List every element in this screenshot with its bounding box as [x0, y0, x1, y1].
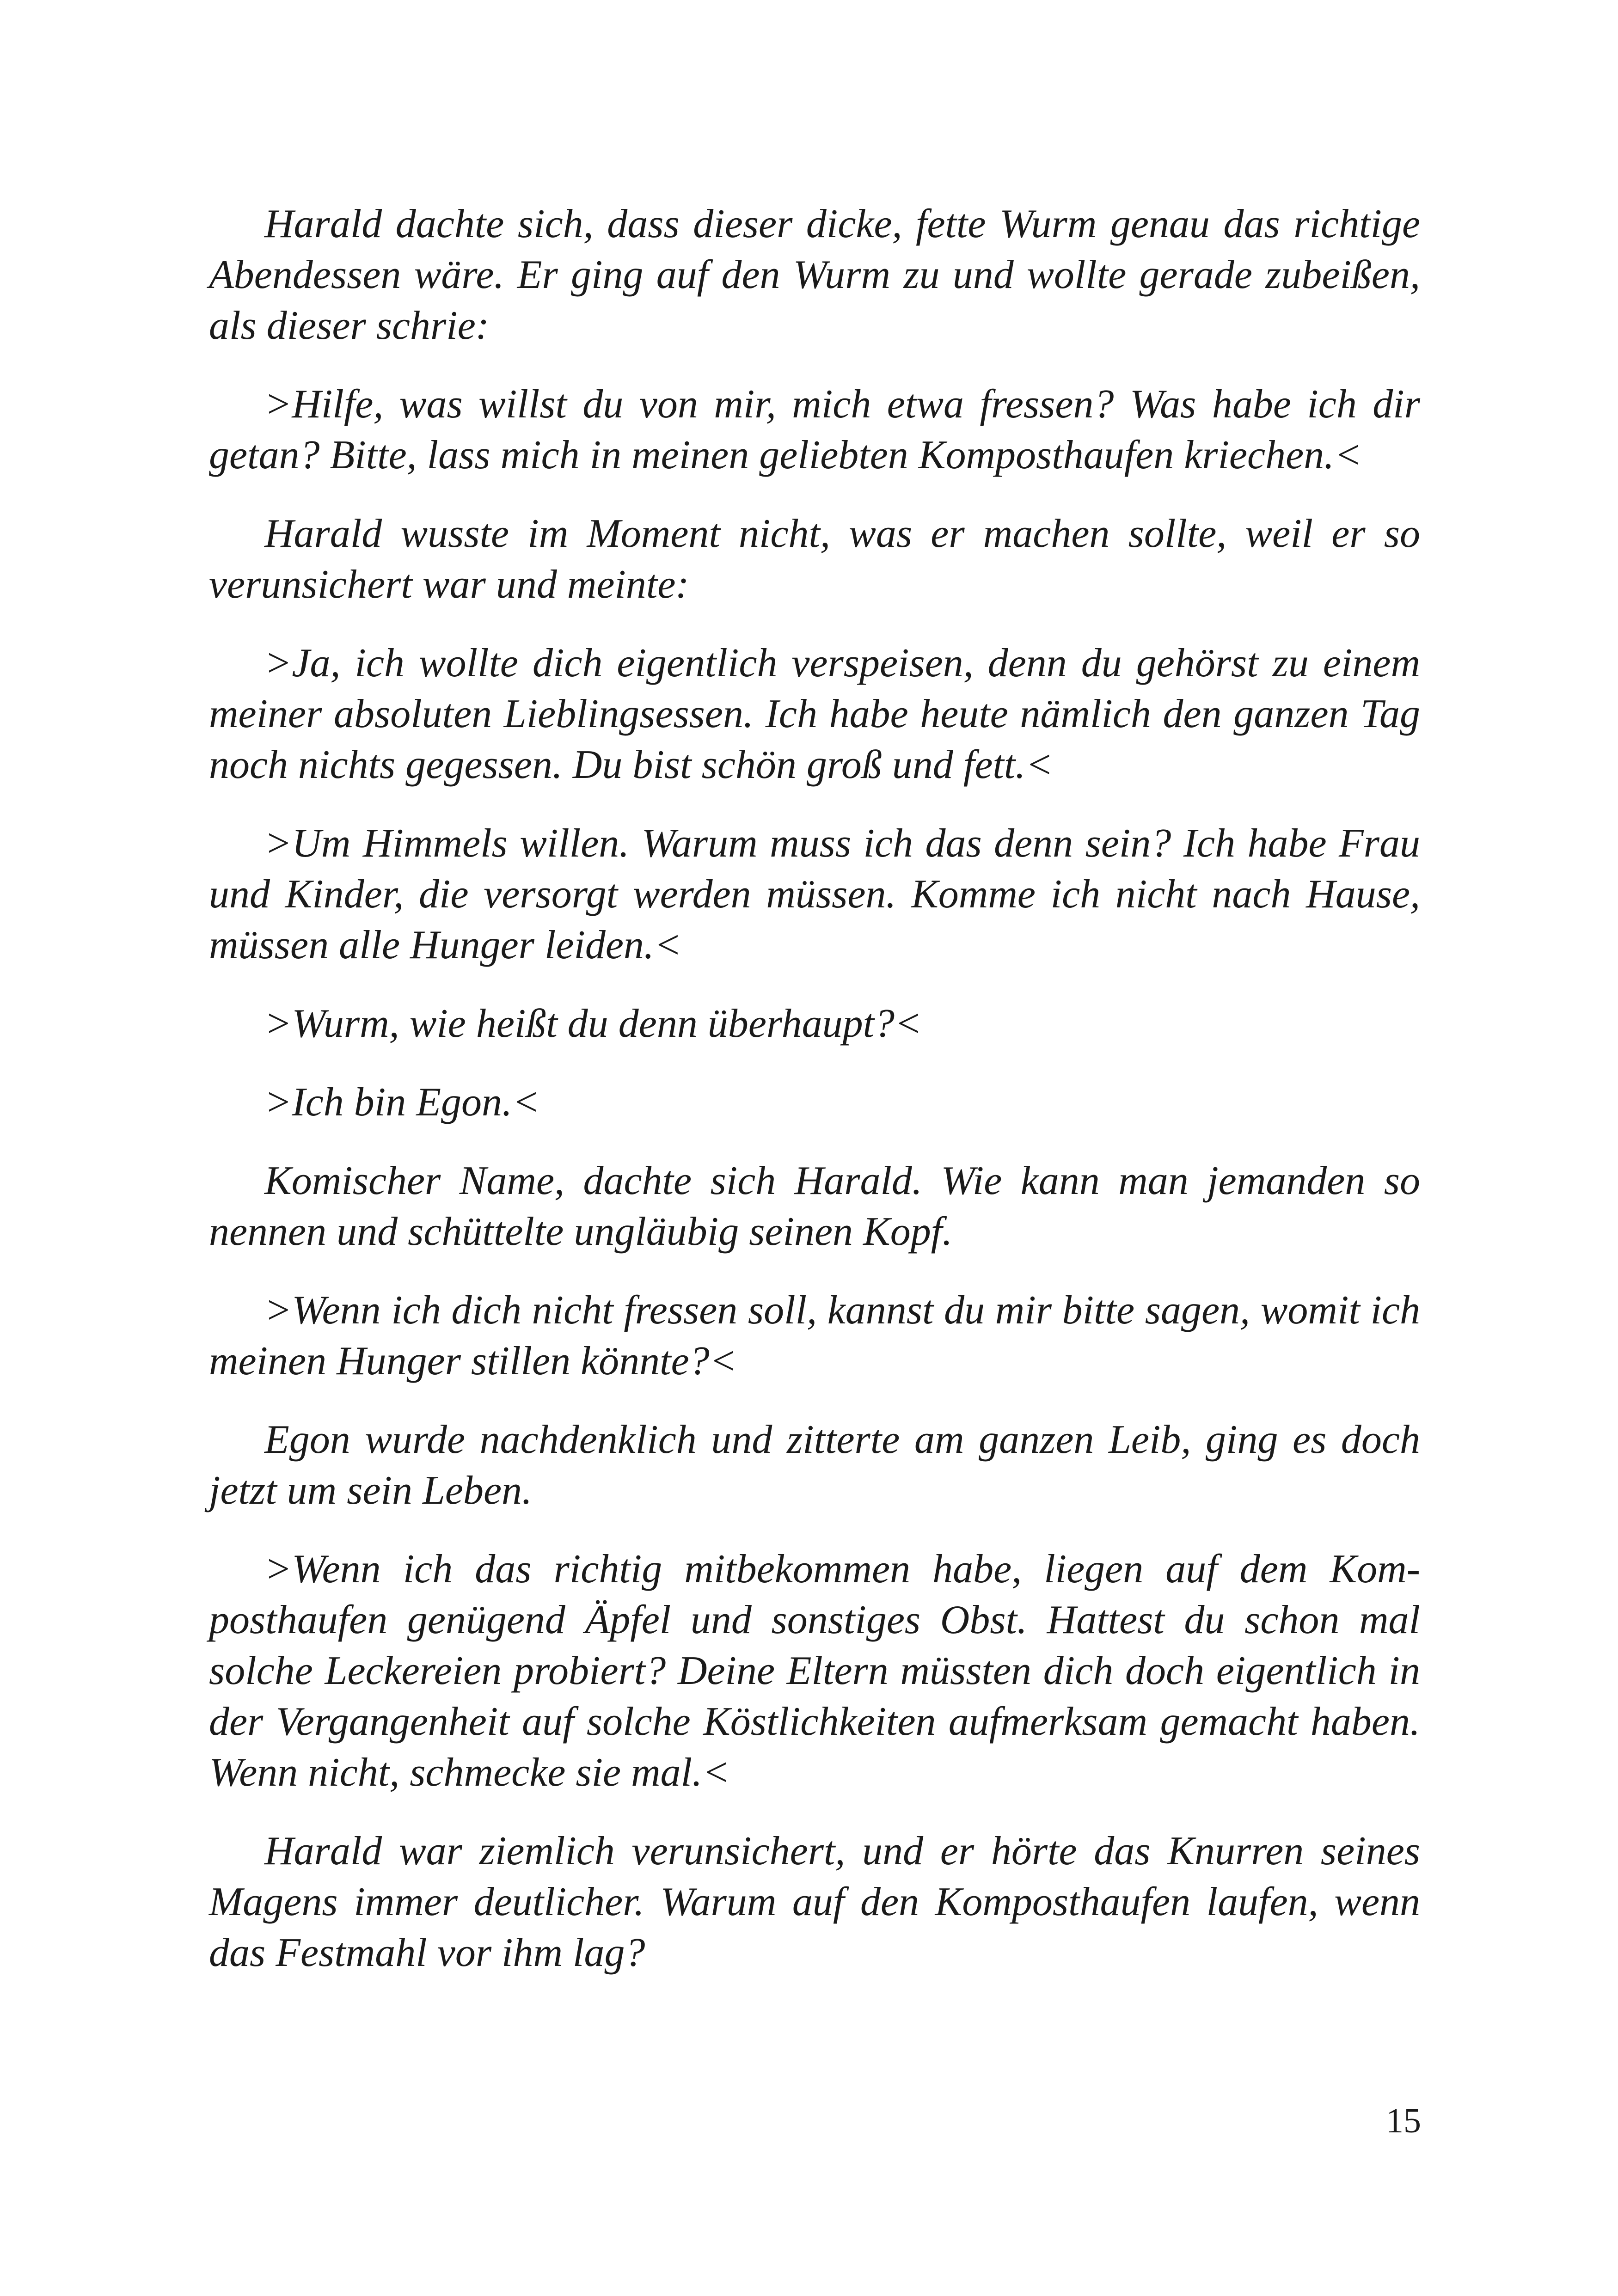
paragraph: >Ja, ich wollte dich eigentlich verspeisen, denn du gehörst zu einem meiner absoluten Lieblingsessen. Ich habe heute nämlich den ganzen Tag noch nichts gegessen. Du bist schön groß und fett.< [209, 641, 1420, 787]
paragraph: Harald dachte sich, dass dieser dicke, fette Wurm genau das richtige Abendessen wäre. Er ging auf den Wurm zu und wollte gerade zubeißen, als dieser schrie: [209, 202, 1420, 348]
paragraph: >Ich bin Egon.< [264, 1080, 540, 1125]
paragraph: >Wenn ich das richtig mitbekommen habe, liegen auf dem Komposthaufen genügend Äpfel und sonstiges Obst. Hattest du schon mal solche Leckereien probiert? Deine Eltern müssten dich doch eigentlich in der Vergangenheit auf solche Köstlichkeiten aufmerksam gemacht haben. Wenn nicht, schmecke sie mal.< [209, 1547, 1420, 1795]
paragraph: >Um Himmels willen. Warum muss ich das denn sein? Ich habe Frau und Kinder, die versorgt werden müssen. Komme ich nicht nach Hause, müssen alle Hunger leiden.< [209, 821, 1420, 967]
paragraph: Egon wurde nachdenklich und zitterte am ganzen Leib, ging es doch jetzt um sein Leben. [209, 1417, 1420, 1513]
body-text [209, 199, 1420, 2006]
paragraph: Komischer Name, dachte sich Harald. Wie kann man jemanden so nennen und schüttelte ungläubig seinen Kopf. [209, 1158, 1420, 1254]
paragraph: >Wenn ich dich nicht fressen soll, kannst du mir bitte sagen, womit ich meinen Hunger stillen könnte?< [209, 1288, 1420, 1384]
paragraph: Harald war ziemlich verunsichert, und er hörte das Knurren seines Magens immer deutlicher. Warum auf den Komposthaufen laufen, wenn das Festmahl vor ihm lag? [209, 1829, 1420, 1975]
page-number: 15 [1386, 2101, 1421, 2140]
paragraph: >Wurm, wie heißt du denn überhaupt?< [264, 1001, 922, 1046]
paragraph: >Hilfe, was willst du von mir, mich etwa fressen? Was habe ich dir getan? Bitte, lass mich in meinen geliebten Komposthaufen kriechen.< [209, 382, 1420, 478]
paragraph: Harald wusste im Moment nicht, was er machen sollte, weil er so verunsichert war und meinte: [209, 511, 1420, 607]
